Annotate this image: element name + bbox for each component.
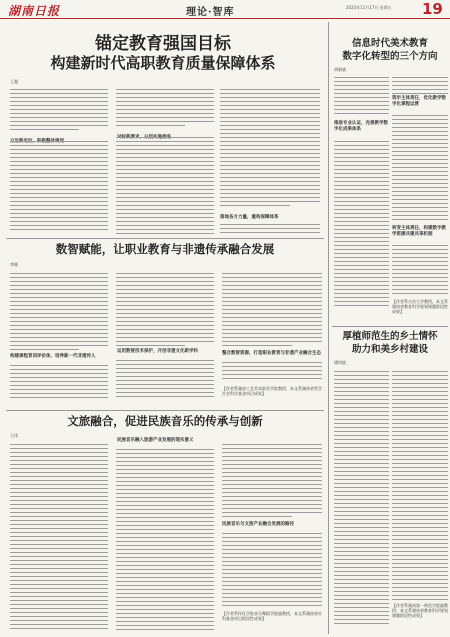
body-text-column (222, 530, 322, 608)
article-subhead: 民族音乐融入旅游产业发展的现实意义 (117, 438, 194, 443)
author-note: 【作者系湖南工艺美术职业学院教授，本文系湖南省哲学社会科学基金项目成果】 (222, 386, 322, 397)
body-text-column (116, 446, 214, 631)
author-note: 【作者系湖南第一师范学院副教授，本文系湖南省教育科学规划课题阶段性成果】 (392, 603, 448, 619)
author-note: 【作者系吉首大学教授，本文系湖南省教育科学规划课题阶段性成果】 (392, 299, 448, 315)
article-title-line-1: 锚定教育强国目标 (95, 34, 231, 54)
column-divider (328, 22, 329, 634)
article-subhead: 筑牢主体责任，优化教学数字化课程运营 (392, 96, 446, 107)
article-title-line-2: 助力和美乡村建设 (351, 344, 428, 355)
page-number: 19 (422, 0, 443, 18)
body-text-column (334, 74, 389, 117)
section-title: 理论·智库 (186, 7, 235, 18)
author-note: 【作者系怀化学院音乐舞蹈学院副教授，本文系湖南省社科基金项目阶段性成果】 (222, 611, 322, 622)
article-title-line-2: 数字化转型的三个方向 (342, 51, 438, 62)
article-subhead: 转变主体责任，构建数字教学资源共建共享机制 (392, 226, 446, 237)
body-text-column (222, 441, 322, 517)
newspaper-logo: 湖南日报 (8, 4, 61, 18)
body-text-column (334, 138, 389, 313)
body-text-column (10, 86, 108, 236)
article-author: 李媛 (10, 262, 18, 267)
body-text-column (222, 270, 322, 346)
issue-date: 2023年11月17日 星期五 (346, 5, 392, 10)
body-text-column (116, 270, 214, 346)
section-divider (6, 238, 324, 239)
article-title-line-1: 厚植师范生的乡土情怀 (342, 331, 438, 342)
section-divider (332, 326, 448, 327)
article-author: 王超 (10, 79, 18, 84)
article-subhead: 运用数智技术保护，开创非遗文化新学科 (117, 349, 198, 354)
body-text-column (220, 86, 320, 210)
body-text-column (10, 362, 108, 400)
article-author: 谭四波 (334, 360, 346, 365)
body-text-column (222, 359, 322, 383)
body-text-column (10, 270, 108, 350)
page-header (0, 0, 450, 19)
body-text-column (116, 86, 214, 236)
article-subhead: 落地各方力量，重构保障体系 (220, 215, 279, 220)
article-title: 数智赋能，让职业教育与非遗传承融合发展 (55, 242, 275, 256)
body-text-column (392, 112, 448, 222)
body-text-column (220, 221, 320, 235)
article-subhead: 民族音乐与文旅产业融合发展的路径 (222, 522, 294, 527)
article-author: 王玮 (10, 433, 18, 438)
section-divider (6, 410, 324, 411)
body-text-column (392, 74, 448, 94)
article-subhead: 整合数智资源，打造职业教育与非遗产业融合生态 (222, 351, 321, 356)
body-text-column (116, 357, 214, 401)
article-title-line-1: 信息时代美术教育 (351, 38, 428, 49)
body-text-column (392, 242, 448, 297)
article-title-line-2: 构建新时代高职教育质量保障体系 (50, 54, 276, 72)
body-text-column (392, 368, 448, 600)
body-text-column (334, 368, 389, 628)
article-title: 文旅融合，促进民族音乐的传承与创新 (67, 414, 263, 428)
article-subhead: 构建课程育训评价体，培养新一代非遗传人 (10, 354, 96, 359)
body-text-column (10, 441, 108, 631)
article-author: 胡新斌 (334, 67, 346, 72)
article-subhead: 推进专业认证，完善教学数字化成果体系 (334, 121, 388, 132)
